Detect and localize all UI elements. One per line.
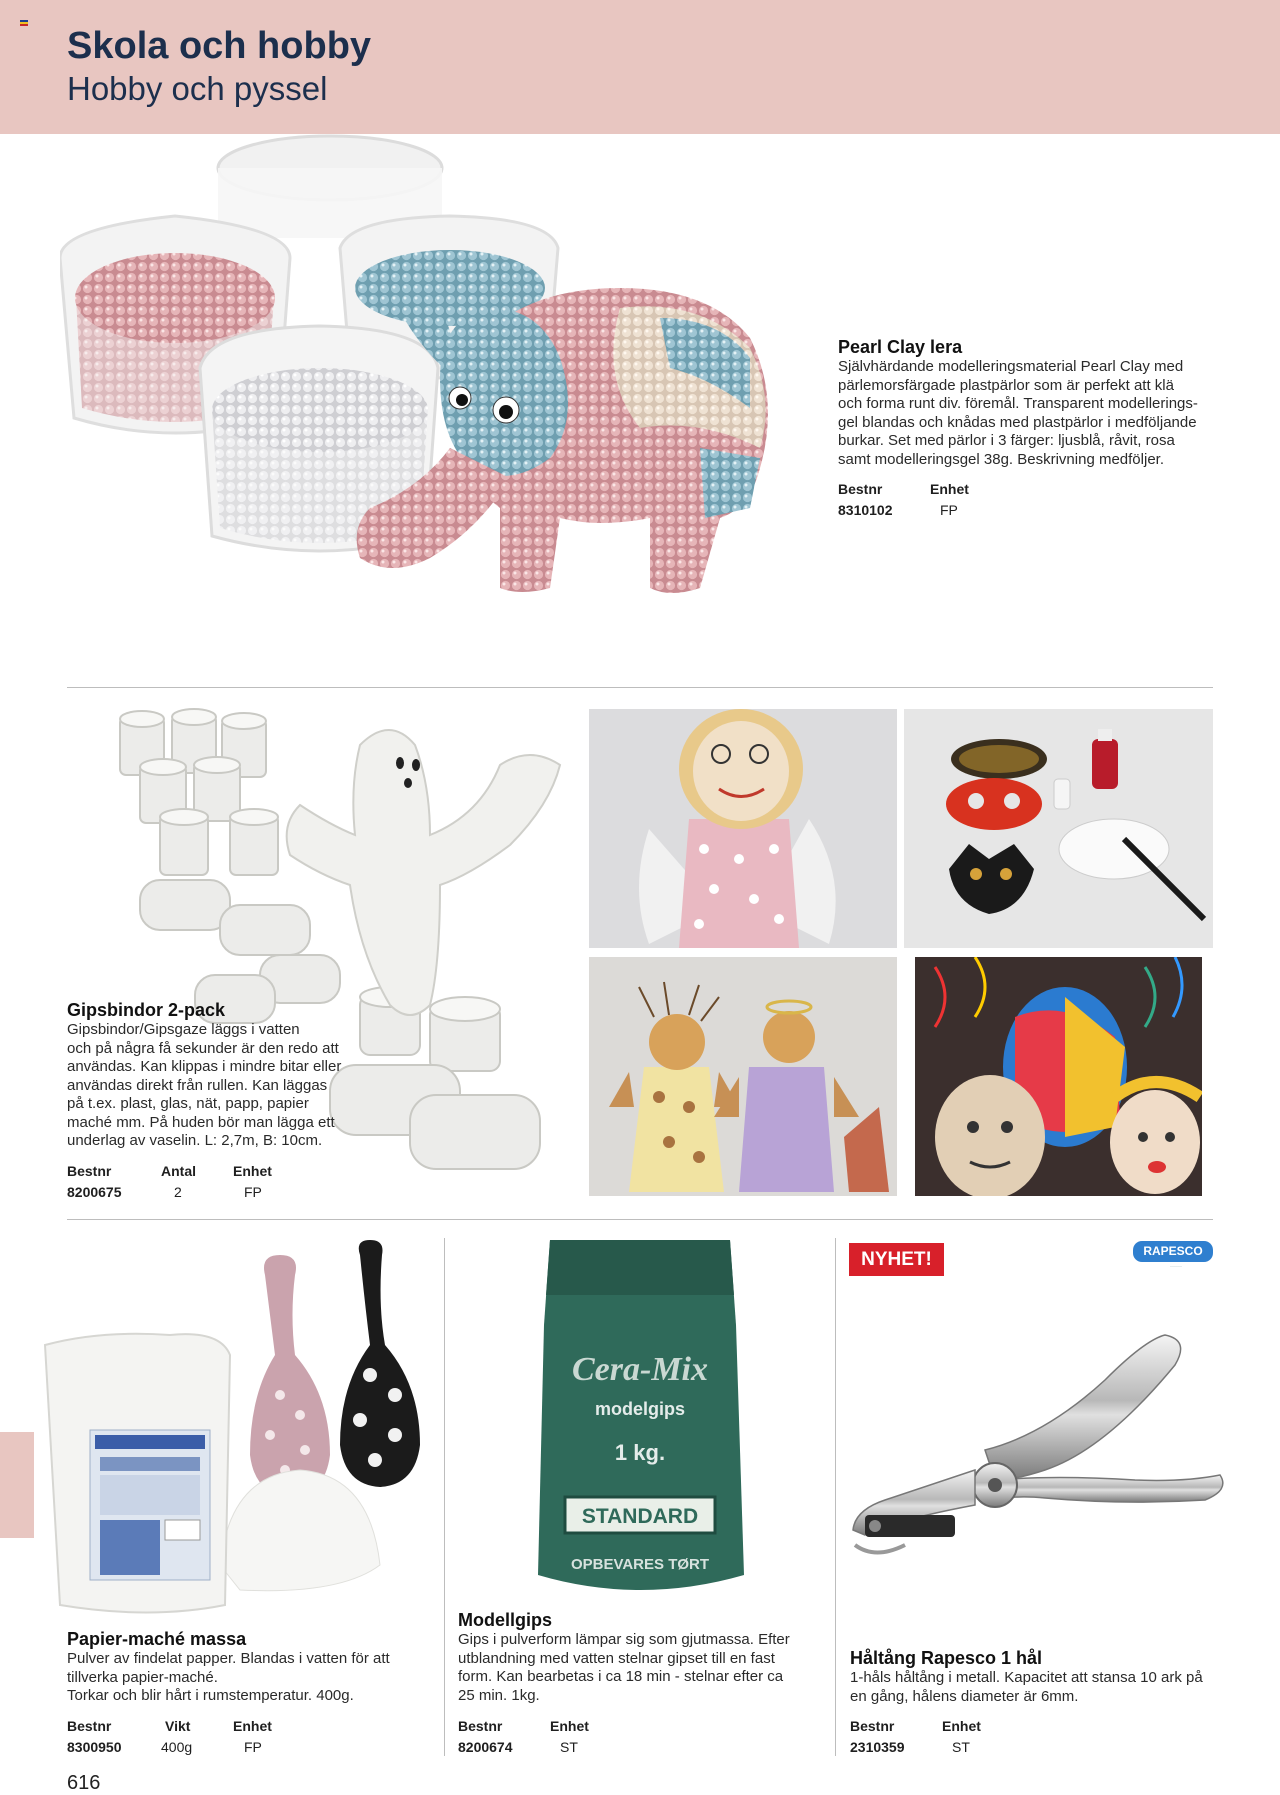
antal-value: 2 [174,1184,182,1200]
enhet-value: FP [940,502,958,518]
flag-icon [20,20,28,26]
rapesco-logo: RAPESCO [1133,1241,1213,1262]
bestnr-value: 2310359 [850,1739,905,1755]
desc-line: Torkar och blir hårt i rumstemperatur. 400g. [67,1687,354,1704]
angel-figures-photo [589,957,897,1196]
section-tab [0,1432,34,1538]
enhet-value: FP [244,1184,262,1200]
new-badge: NYHET! [849,1243,944,1276]
desc-line: användas direkt från rullen. Kan läggas [67,1076,328,1094]
bestnr-header: Bestnr [67,1163,112,1179]
bag-line2: 1 kg. [614,1440,666,1465]
page-title: Skola och hobby [67,25,372,67]
bestnr-header: Bestnr [67,1718,112,1734]
desc-line: pärlemorsfärgade plastpärlor som är perfekt att klä [838,376,1174,394]
desc-line: burkar. Set med pärlor i 3 färger: ljusblå, råvit, rosa [838,432,1175,449]
bag-line4: OPBEVARES TØRT [570,1556,710,1573]
enhet-header: Enhet [930,481,969,497]
antal-header: Antal [161,1163,196,1179]
desc-line: och på några få sekunder är den redo att [67,1039,339,1057]
gipsbindor-title: Gipsbindor 2-pack [67,1000,226,1020]
desc-line: tillverka papier-maché. [67,1668,218,1686]
haltang-title: Håltång Rapesco 1 hål [850,1648,1043,1668]
desc-line: 1-håls håltång i metall. Kapacitet att stansa 10 ark på [850,1669,1203,1686]
enhet-value: FP [244,1739,262,1755]
modellgips-order-info [458,1718,658,1758]
desc-line: Pulver av findelat papper. Blandas i vatten för att [67,1650,390,1667]
desc-line: Gipsbindor/Gipsgaze läggs i vatten [67,1021,300,1038]
modellgips-title: Modellgips [458,1610,552,1630]
haltang-description [850,1669,1230,1706]
gipsbindor-description [67,1021,367,1151]
modellgips-bag-image [530,1235,750,1605]
page-number: 616 [67,1772,101,1794]
desc-line: underlag av vaselin. L: 2,7m, B: 10cm. [67,1132,323,1149]
bestnr-header: Bestnr [458,1718,503,1734]
desc-line: utblandning med vatten stelnar gipset till en fast [458,1649,775,1667]
bag-brand: Cera-Mix [572,1351,708,1388]
enhet-value: ST [560,1739,578,1755]
vikt-header: Vikt [165,1718,191,1734]
gipsbindor-order-info [67,1163,307,1203]
enhet-header: Enhet [550,1718,589,1734]
desc-line: 25 min. 1kg. [458,1686,540,1704]
papier-mache-title: Papier-maché massa [67,1629,247,1649]
desc-line: gel blandas och knådas med plastpärlor i medföljande [838,413,1197,431]
bestnr-value: 8200675 [67,1184,122,1200]
masks-photo [904,709,1213,948]
column-divider [835,1238,836,1756]
enhet-header: Enhet [942,1718,981,1734]
logo-tagline-mark: ······ [1170,1264,1182,1270]
desc-line: användas. Kan klippas i mindre bitar eller [67,1058,342,1075]
modellgips-description [458,1631,828,1705]
vikt-value: 400g [161,1739,193,1755]
face-painting-photo [915,957,1202,1196]
papier-mache-image [40,1235,440,1620]
enhet-header: Enhet [233,1718,272,1734]
column-divider [444,1238,445,1756]
bestnr-value: 8200674 [458,1739,513,1755]
desc-line: på t.ex. plast, glas, nät, papp, papier [67,1095,309,1112]
pearl-clay-order-info [838,481,1038,521]
divider [67,1219,1213,1220]
desc-line: och forma runt div. föremål. Transparent modellerings- [838,395,1198,412]
bestnr-value: 8310102 [838,502,893,518]
bestnr-header: Bestnr [850,1718,895,1734]
pearl-clay-image [60,118,820,670]
divider [67,687,1213,688]
papier-mache-order-info [67,1718,307,1758]
page-subtitle: Hobby och pyssel [67,70,328,107]
pearl-clay-title: Pearl Clay lera [838,337,963,357]
haltang-image [845,1330,1235,1600]
bag-line1: modelgips [594,1399,686,1419]
pearl-clay-description [838,358,1248,469]
desc-line: Gips i pulverform lämpar sig som gjutmassa. Efter [458,1631,790,1648]
enhet-header: Enhet [233,1163,272,1179]
desc-line: form. Kan bearbetas i ca 18 min - stelnar efter ca [458,1668,784,1685]
bag-line3: STANDARD [581,1505,699,1528]
desc-line: Självhärdande modelleringsmaterial Pearl Clay med [838,358,1184,375]
angel-photo [589,709,897,948]
desc-line: en gång, hålens diameter är 6mm. [850,1687,1079,1705]
desc-line: samt modelleringsgel 38g. Beskrivning medföljer. [838,450,1164,468]
bestnr-value: 8300950 [67,1739,122,1755]
page-header [0,0,1280,134]
papier-mache-description [67,1650,437,1706]
desc-line: maché mm. På huden bör man lägga ett [67,1113,335,1131]
enhet-value: ST [952,1739,970,1755]
haltang-order-info [850,1718,1050,1758]
bestnr-header: Bestnr [838,481,883,497]
